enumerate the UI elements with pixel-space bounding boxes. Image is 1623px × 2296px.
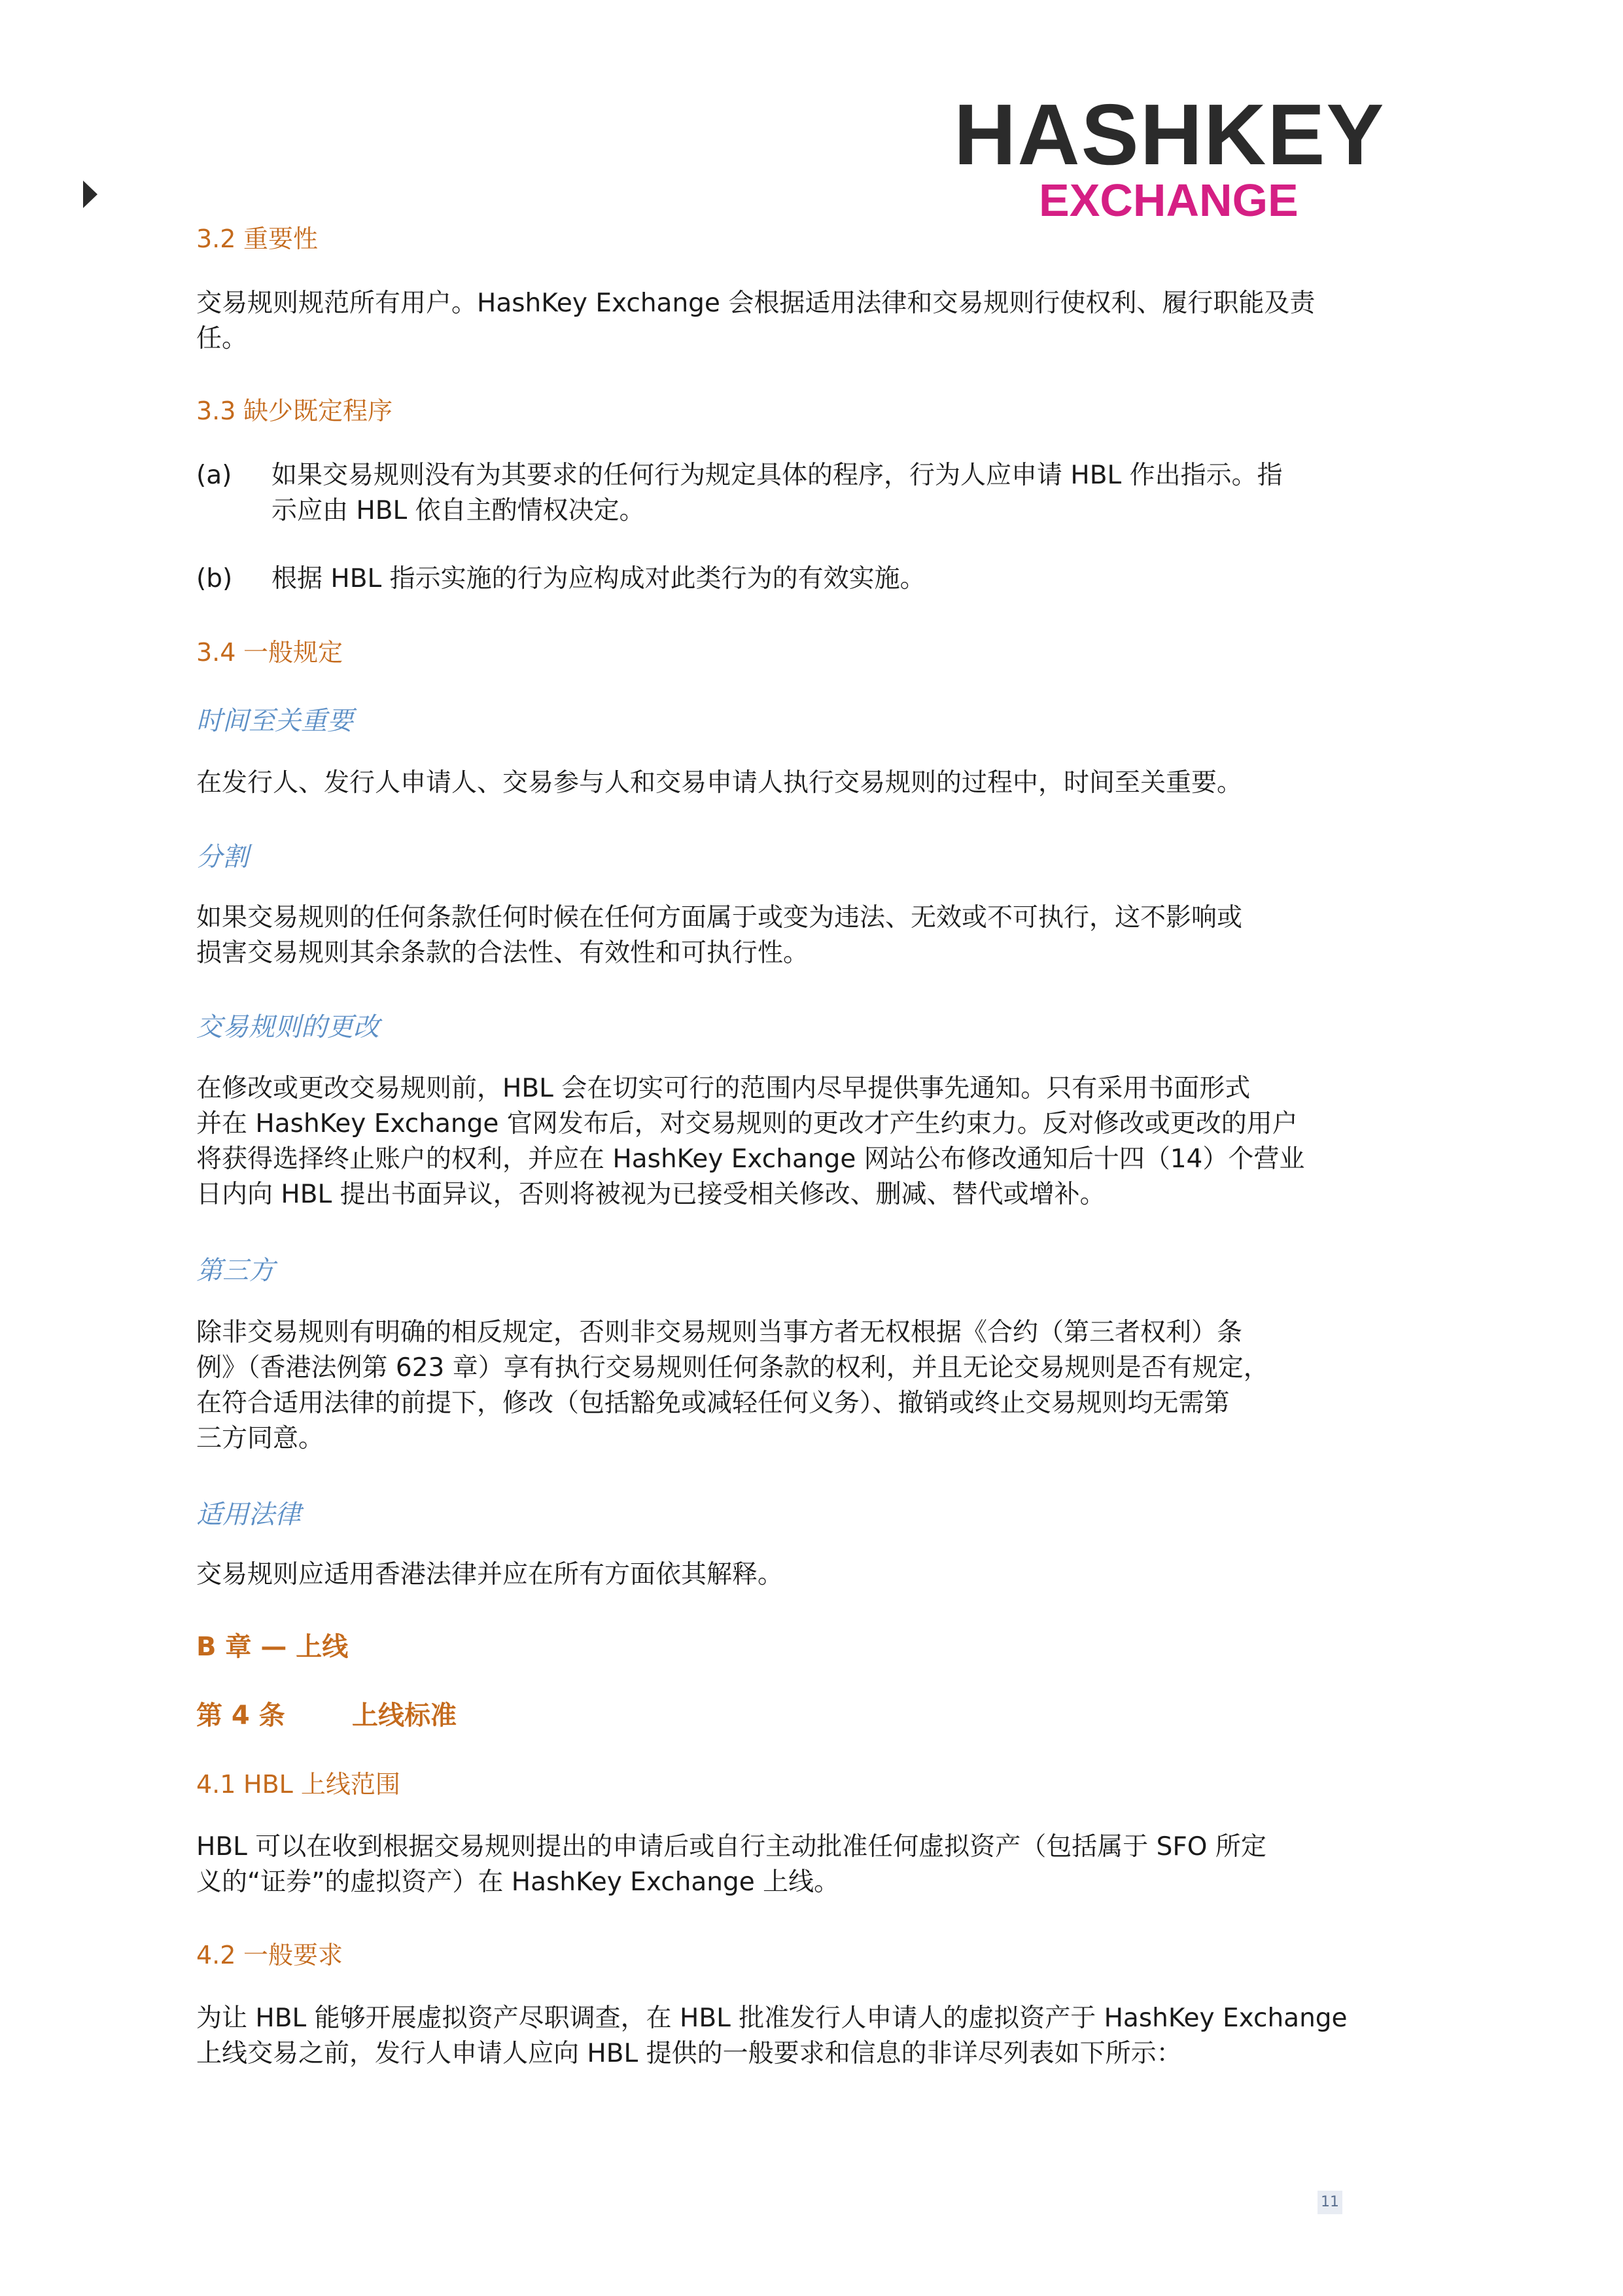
section-3-2-paragraph: 交易规则规范所有用户。HashKey Exchange 会根据适用法律和交易规则行使权利、履行职能及责 任。 xyxy=(196,289,1316,353)
section-4-2-heading: 4.2 一般要求 xyxy=(196,1941,343,1969)
logo-subword: EXCHANGE xyxy=(1039,175,1299,226)
severability-paragraph: 如果交易规则的任何条款任何时候在任何方面属于或变为违法、无效或不可执行，这不影响或 损害交易规则其余条款的合法性、有效性和可执行性。 xyxy=(196,903,1243,968)
section-3-4-heading: 3.4 一般规定 xyxy=(196,638,343,667)
hashkey-exchange-logo xyxy=(954,86,1386,226)
subheading-third-parties: 第三方 xyxy=(196,1256,275,1286)
subheading-amendments: 交易规则的更改 xyxy=(196,1012,379,1042)
article-4-heading: 第 4 条 上线标准 xyxy=(196,1701,457,1731)
section-4-1-heading: 4.1 HBL 上线范围 xyxy=(196,1770,400,1799)
section-4-2-paragraph: 为让 HBL 能够开展虚拟资产尽职调查，在 HBL 批准发行人申请人的虚拟资产于 HashKey Exchange 上线交易之前，发行人申请人应向 HBL 提供的一般要求和信息的非详尽列表如下所示： xyxy=(196,2004,1348,2068)
page-number: 11 xyxy=(1318,2191,1342,2214)
subheading-governing-law: 适用法律 xyxy=(196,1500,301,1530)
logo-arrow-icon xyxy=(83,181,97,208)
logo-wordmark: HASHKEY xyxy=(954,86,1386,183)
list-item-a: (a) 如果交易规则没有为其要求的任何行为规定具体的程序，行为人应申请 HBL 作出指示。指 示应由 HBL 依自主酌情权决定。 xyxy=(196,461,1283,525)
third-parties-paragraph: 除非交易规则有明确的相反规定，否则非交易规则当事方者无权根据《合约（第三者权利）条 例》（香港法例第 623 章）享有执行交易规则任何条款的权利，并且无论交易规则是否有规定， 在符合适用法律的前提下，修改（包括豁免或减轻任何义务）、撤销或终止交易规则均无需第 三方同意。 xyxy=(196,1318,1269,1453)
time-paragraph: 在发行人、发行人申请人、交易参与人和交易申请人执行交易规则的过程中，时间至关重要。 xyxy=(196,768,1243,798)
section-4-1-paragraph: HBL 可以在收到根据交易规则提出的申请后或自行主动批准任何虚拟资产（包括属于 SFO 所定 义的“证券”的虚拟资产）在 HashKey Exchange 上线。 xyxy=(196,1832,1266,1897)
amendments-paragraph: 在修改或更改交易规则前，HBL 会在切实可行的范围内尽早提供事先通知。只有采用书面形式 并在 HashKey Exchange 官网发布后，对交易规则的更改才产生约束力。反对修改或更改的用户 将获得选择终止账户的权利，并应在 HashKey Exchange 网站公布修改通知后十四（14）个营业 日内向 HBL 提出书面异议，否则将被视为已接受相关修改、删减、替代或增补。 xyxy=(196,1074,1305,1209)
section-3-2-heading: 3.2 重要性 xyxy=(196,224,319,253)
subheading-severability: 分割 xyxy=(196,842,249,872)
section-3-3-heading: 3.3 缺少既定程序 xyxy=(196,397,393,425)
governing-law-paragraph: 交易规则应适用香港法律并应在所有方面依其解释。 xyxy=(196,1560,784,1589)
chapter-b-heading: B 章 — 上线 xyxy=(196,1632,349,1662)
subheading-time: 时间至关重要 xyxy=(196,706,353,736)
list-item-b: (b) 根据 HBL 指示实施的行为应构成对此类行为的有效实施。 xyxy=(196,564,926,593)
